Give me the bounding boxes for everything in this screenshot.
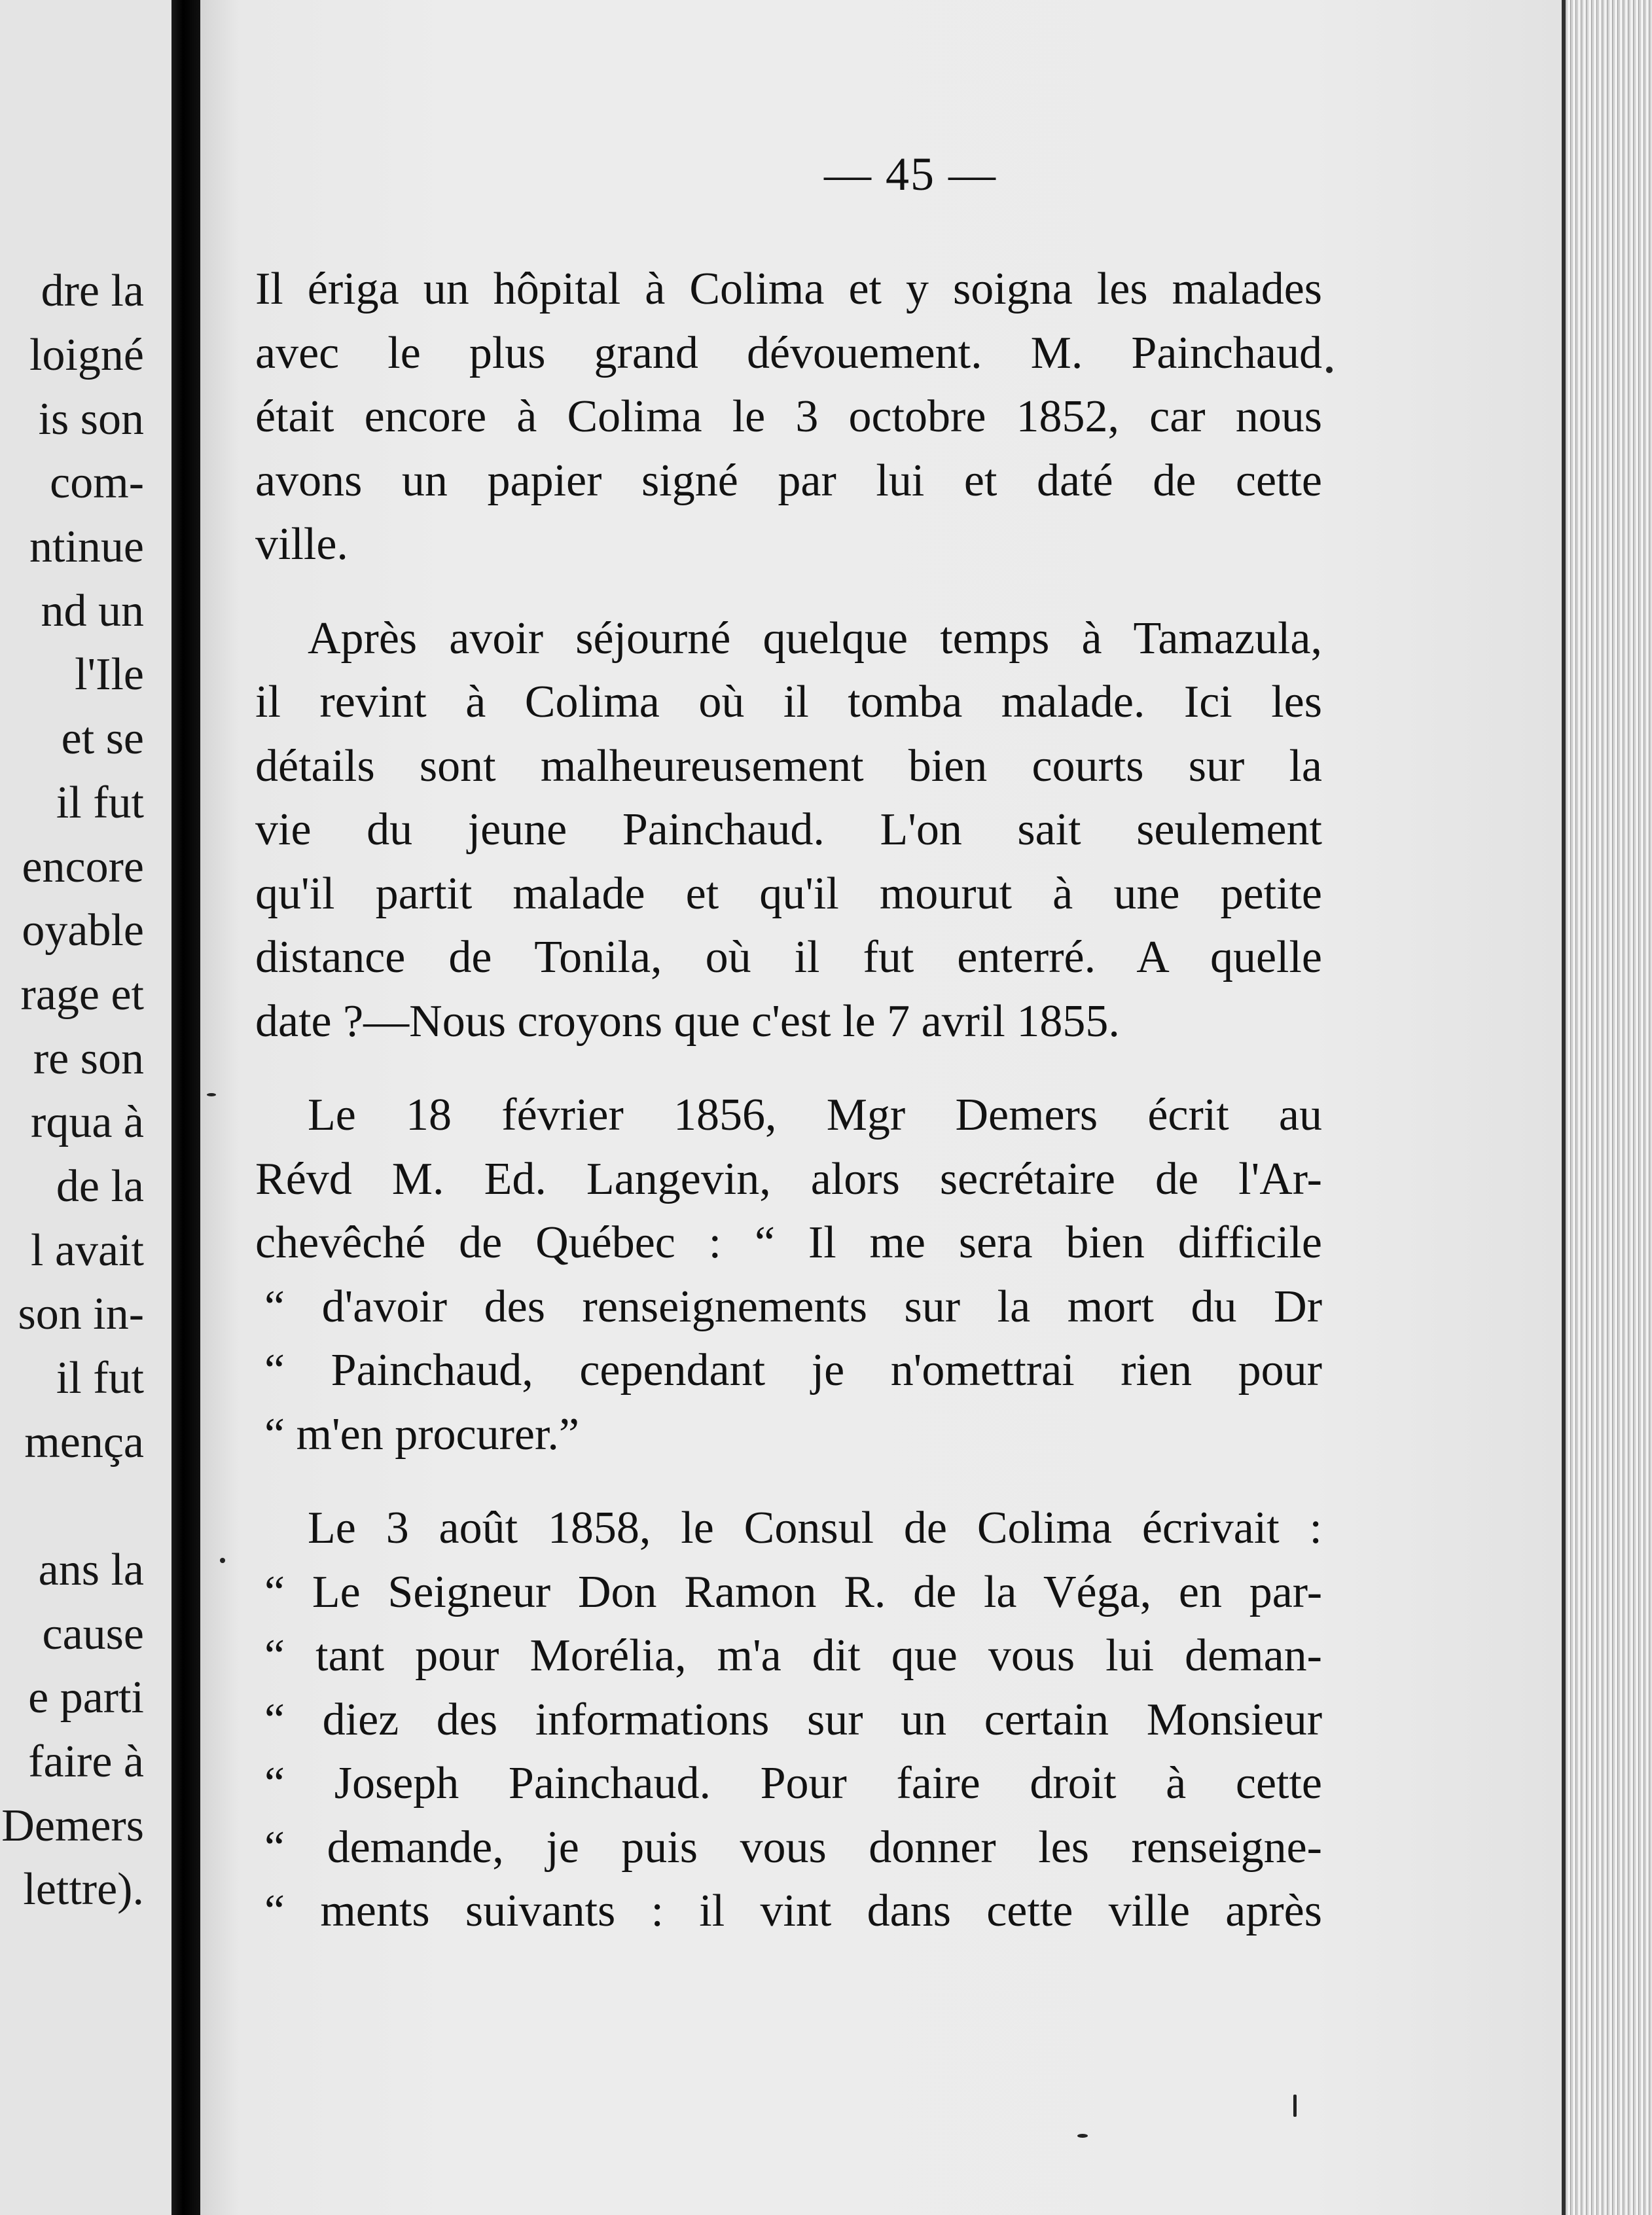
facing-line: loigné (29, 330, 144, 380)
text-line: il revint à Colima où il tomba malade. Ici les (255, 677, 1322, 727)
text-line: “ demande, je puis vous donner les renseigne- (264, 1822, 1322, 1873)
text-line: “ d'avoir des renseignements sur la mort du Dr (264, 1281, 1322, 1332)
facing-line: l'Ile (75, 649, 144, 700)
facing-page (0, 0, 171, 2215)
page-number: — 45 — (824, 148, 997, 200)
facing-line: is son (38, 394, 144, 444)
paragraph-4 (255, 1496, 1322, 1943)
text-line: avec le plus grand dévouement. M. Painchaud (255, 327, 1322, 378)
text-line: Le 18 février 1856, Mgr Demers écrit au (308, 1090, 1322, 1140)
facing-line: lettre). (23, 1864, 144, 1915)
facing-line: nd un (41, 586, 144, 636)
text-line: détails sont malheureusement bien courts sur la (255, 740, 1322, 791)
text-line: “ Joseph Painchaud. Pour faire droit à cette (264, 1758, 1322, 1809)
facing-line: e parti (28, 1672, 144, 1723)
text-line: ville. (255, 519, 348, 569)
facing-line: faire à (28, 1737, 144, 1787)
facing-line: mença (24, 1417, 144, 1468)
text-line: date ?—Nous croyons que c'est le 7 avril 1855. (255, 996, 1120, 1047)
facing-line: il fut (56, 1353, 144, 1403)
text-line: “ Le Seigneur Don Ramon R. de la Véga, en par- (264, 1566, 1322, 1617)
page-edges (1562, 0, 1652, 2215)
print-speck (1293, 2095, 1297, 2117)
text-line: “ m'en procurer.” (264, 1409, 579, 1460)
facing-line: oyable (22, 905, 144, 956)
paragraph-1 (255, 257, 1322, 577)
book-gutter (171, 0, 200, 2215)
facing-line: rage et (20, 969, 144, 1020)
text-line: “ Painchaud, cependant je n'omettrai rien pour (264, 1345, 1322, 1396)
text-line: “ tant pour Morélia, m'a dit que vous lui deman- (264, 1630, 1322, 1681)
paragraph-3 (255, 1083, 1322, 1466)
paragraph-2 (255, 607, 1322, 1054)
facing-line: com- (50, 458, 144, 508)
facing-line: l avait (31, 1225, 144, 1276)
text-line: était encore à Colima le 3 octobre 1852, car nous (255, 391, 1322, 442)
facing-line: ans la (38, 1545, 144, 1595)
text-line: Révd M. Ed. Langevin, alors secrétaire de l'Ar- (255, 1153, 1322, 1204)
facing-line: ntinue (29, 522, 144, 572)
text-line: “ diez des informations sur un certain Monsieur (264, 1694, 1322, 1745)
text-line: qu'il partit malade et qu'il mourut à une petite (255, 868, 1322, 919)
print-speck (1326, 367, 1333, 373)
print-speck (1077, 2134, 1088, 2138)
text-line: chevêché de Québec : “ Il me sera bien difficile (255, 1217, 1322, 1268)
text-line: Il ériga un hôpital à Colima et y soigna les malades (255, 264, 1322, 314)
facing-line: re son (33, 1034, 144, 1084)
print-speck (207, 1093, 216, 1096)
facing-line: rqua à (31, 1097, 144, 1147)
text-line: vie du jeune Painchaud. L'on sait seulement (255, 804, 1322, 855)
facing-line: son in- (18, 1289, 144, 1339)
facing-line: Demers (1, 1801, 144, 1851)
text-line: avons un papier signé par lui et daté de cette (255, 455, 1322, 506)
text-line: Après avoir séjourné quelque temps à Tamazula, (308, 613, 1322, 664)
facing-line: et se (61, 713, 144, 764)
text-line: distance de Tonila, où il fut enterré. A quelle (255, 932, 1322, 982)
facing-line: encore (22, 842, 144, 892)
text-line: Le 3 août 1858, le Consul de Colima écrivait : (308, 1503, 1322, 1553)
text-line: “ ments suivants : il vint dans cette ville après (264, 1886, 1322, 1936)
facing-line: il fut (56, 778, 144, 828)
page-body (255, 257, 1322, 1943)
facing-line: dre la (41, 266, 144, 316)
book-page (200, 0, 1562, 2215)
facing-line: cause (42, 1609, 144, 1659)
facing-line: de la (56, 1161, 144, 1212)
print-speck (220, 1558, 225, 1563)
